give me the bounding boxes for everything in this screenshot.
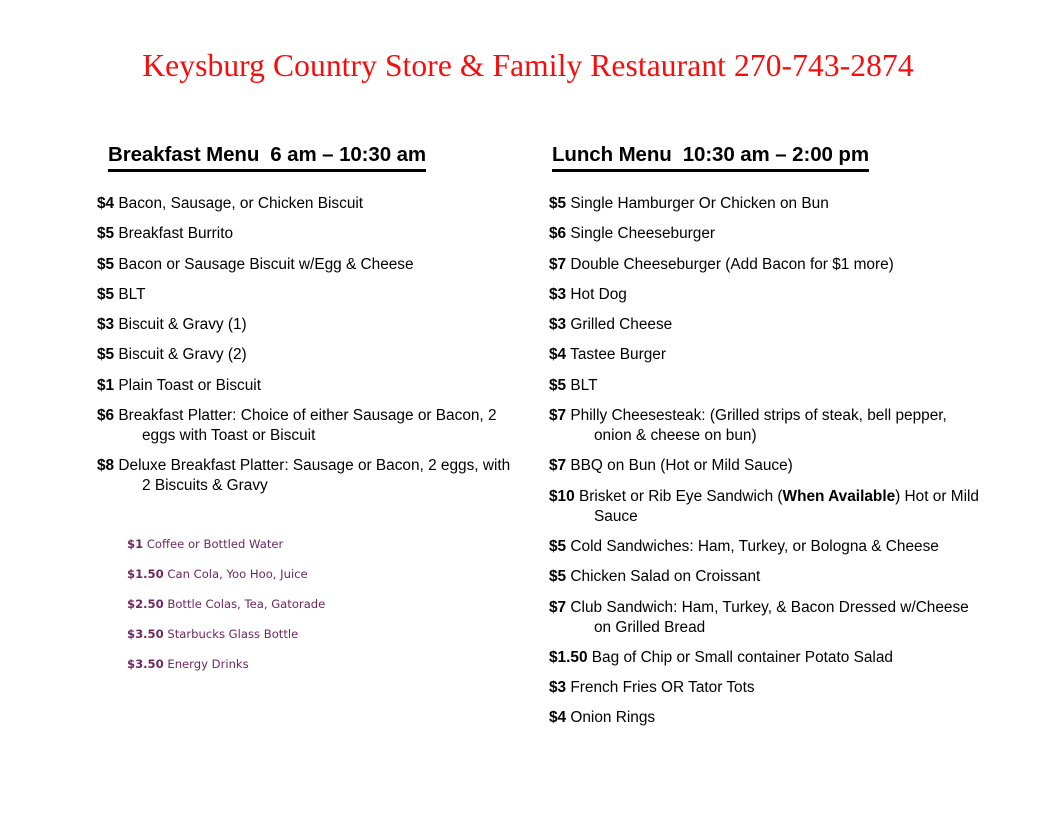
menu-item bbox=[549, 376, 979, 396]
item-price: $7 bbox=[549, 598, 567, 616]
item-price: $1 bbox=[97, 376, 115, 394]
item-description: Starbucks Glass Bottle bbox=[167, 627, 299, 642]
lunch-column bbox=[549, 143, 979, 739]
item-price: $8 bbox=[97, 457, 115, 475]
item-description: Energy Drinks bbox=[167, 657, 249, 672]
lunch-header-name: Lunch Menu bbox=[552, 143, 672, 166]
breakfast-column bbox=[97, 143, 517, 686]
item-price: $3.50 bbox=[127, 627, 164, 642]
item-description: Coffee or Bottled Water bbox=[146, 537, 284, 552]
lunch-section-header bbox=[552, 143, 869, 172]
breakfast-header-hours: 6 am – 10:30 am bbox=[270, 143, 427, 166]
menu-item bbox=[549, 406, 979, 446]
menu-item bbox=[97, 345, 517, 365]
menu-item bbox=[549, 456, 979, 476]
item-description: Brisket or Rib Eye Sandwich (When Available) Hot or Mild Sauce bbox=[578, 487, 979, 525]
drink-item bbox=[127, 656, 517, 672]
item-description: Bacon or Sausage Biscuit w/Egg & Cheese bbox=[118, 255, 414, 273]
drink-item bbox=[127, 566, 517, 582]
item-description: Single Cheeseburger bbox=[570, 225, 716, 243]
item-price: $7 bbox=[549, 457, 567, 475]
item-price: $5 bbox=[549, 376, 567, 394]
menu-columns bbox=[0, 143, 1056, 763]
item-description: Breakfast Burrito bbox=[118, 225, 234, 243]
item-price: $3.50 bbox=[127, 657, 164, 672]
menu-item bbox=[549, 678, 979, 698]
item-description: Plain Toast or Biscuit bbox=[118, 376, 261, 394]
menu-item bbox=[97, 224, 517, 244]
item-price: $5 bbox=[97, 225, 115, 243]
item-price: $7 bbox=[549, 255, 567, 273]
item-description: Single Hamburger Or Chicken on Bun bbox=[570, 195, 829, 212]
breakfast-item-list bbox=[97, 194, 517, 496]
breakfast-section-header bbox=[108, 143, 426, 172]
item-price: $7 bbox=[549, 407, 567, 425]
item-description: BLT bbox=[118, 285, 146, 303]
item-price: $4 bbox=[549, 709, 567, 727]
item-description: Grilled Cheese bbox=[570, 316, 673, 334]
item-price: $6 bbox=[549, 225, 567, 243]
item-price: $5 bbox=[97, 255, 115, 273]
item-description: Bag of Chip or Small container Potato Salad bbox=[591, 648, 893, 666]
drink-item bbox=[127, 626, 517, 642]
item-price: $4 bbox=[549, 346, 567, 364]
item-price: $5 bbox=[549, 195, 567, 212]
drink-item bbox=[127, 536, 517, 552]
menu-item bbox=[549, 537, 979, 557]
item-price: $1.50 bbox=[127, 567, 164, 582]
item-description: Double Cheeseburger (Add Bacon for $1 more) bbox=[570, 255, 894, 273]
item-price: $4 bbox=[97, 195, 115, 212]
item-price: $1.50 bbox=[549, 648, 588, 666]
menu-item bbox=[97, 376, 517, 396]
drinks-list bbox=[127, 536, 517, 672]
item-description: Can Cola, Yoo Hoo, Juice bbox=[167, 567, 308, 582]
page-title: Keysburg Country Store & Family Restaurant 270-743-2874 bbox=[142, 48, 914, 83]
item-price: $5 bbox=[549, 568, 567, 586]
menu-item bbox=[549, 345, 979, 365]
item-description: Chicken Salad on Croissant bbox=[570, 568, 761, 586]
menu-item bbox=[549, 224, 979, 244]
item-description: Hot Dog bbox=[570, 285, 627, 303]
menu-item bbox=[97, 285, 517, 305]
item-price: $5 bbox=[97, 285, 115, 303]
menu-item bbox=[549, 194, 979, 214]
item-price: $3 bbox=[97, 316, 115, 334]
menu-item bbox=[549, 648, 979, 668]
item-description: BBQ on Bun (Hot or Mild Sauce) bbox=[570, 457, 793, 475]
menu-item bbox=[97, 255, 517, 275]
menu-item bbox=[549, 315, 979, 335]
item-description: Breakfast Platter: Choice of either Sausage or Bacon, 2 eggs with Toast or Biscuit bbox=[118, 407, 497, 445]
item-description: Biscuit & Gravy (2) bbox=[118, 346, 247, 364]
menu-item bbox=[97, 315, 517, 335]
item-price: $3 bbox=[549, 316, 567, 334]
lunch-header-hours: 10:30 am – 2:00 pm bbox=[682, 143, 869, 166]
menu-item bbox=[549, 567, 979, 587]
item-price: $5 bbox=[97, 346, 115, 364]
item-description: Biscuit & Gravy (1) bbox=[118, 316, 247, 334]
lunch-item-list bbox=[549, 194, 979, 728]
item-description: Bacon, Sausage, or Chicken Biscuit bbox=[118, 195, 364, 212]
item-description: Club Sandwich: Ham, Turkey, & Bacon Dressed w/Cheese on Grilled Bread bbox=[570, 598, 969, 636]
item-description: Tastee Burger bbox=[570, 346, 666, 364]
item-description: Cold Sandwiches: Ham, Turkey, or Bologna & Cheese bbox=[570, 537, 939, 555]
item-description: Bottle Colas, Tea, Gatorade bbox=[167, 597, 326, 612]
item-description: Deluxe Breakfast Platter: Sausage or Bacon, 2 eggs, with 2 Biscuits & Gravy bbox=[118, 457, 511, 495]
item-description: French Fries OR Tator Tots bbox=[570, 679, 755, 697]
menu-item bbox=[97, 406, 517, 446]
menu-item bbox=[549, 487, 979, 527]
drink-item bbox=[127, 596, 517, 612]
item-price: $3 bbox=[549, 285, 567, 303]
item-description: Onion Rings bbox=[570, 709, 656, 727]
item-price: $3 bbox=[549, 679, 567, 697]
menu-item bbox=[97, 456, 517, 496]
menu-item bbox=[549, 285, 979, 305]
item-description: Philly Cheesesteak: (Grilled strips of steak, bell pepper, onion & cheese on bun) bbox=[570, 407, 947, 445]
item-price: $1 bbox=[127, 537, 144, 552]
menu-item bbox=[549, 255, 979, 275]
menu-item bbox=[549, 708, 979, 728]
menu-item bbox=[549, 598, 979, 638]
item-price: $2.50 bbox=[127, 597, 164, 612]
menu-item bbox=[97, 194, 517, 214]
item-price: $10 bbox=[549, 487, 575, 505]
item-price: $6 bbox=[97, 407, 115, 425]
item-price: $5 bbox=[549, 537, 567, 555]
item-description: BLT bbox=[570, 376, 598, 394]
breakfast-header-name: Breakfast Menu bbox=[108, 143, 260, 166]
